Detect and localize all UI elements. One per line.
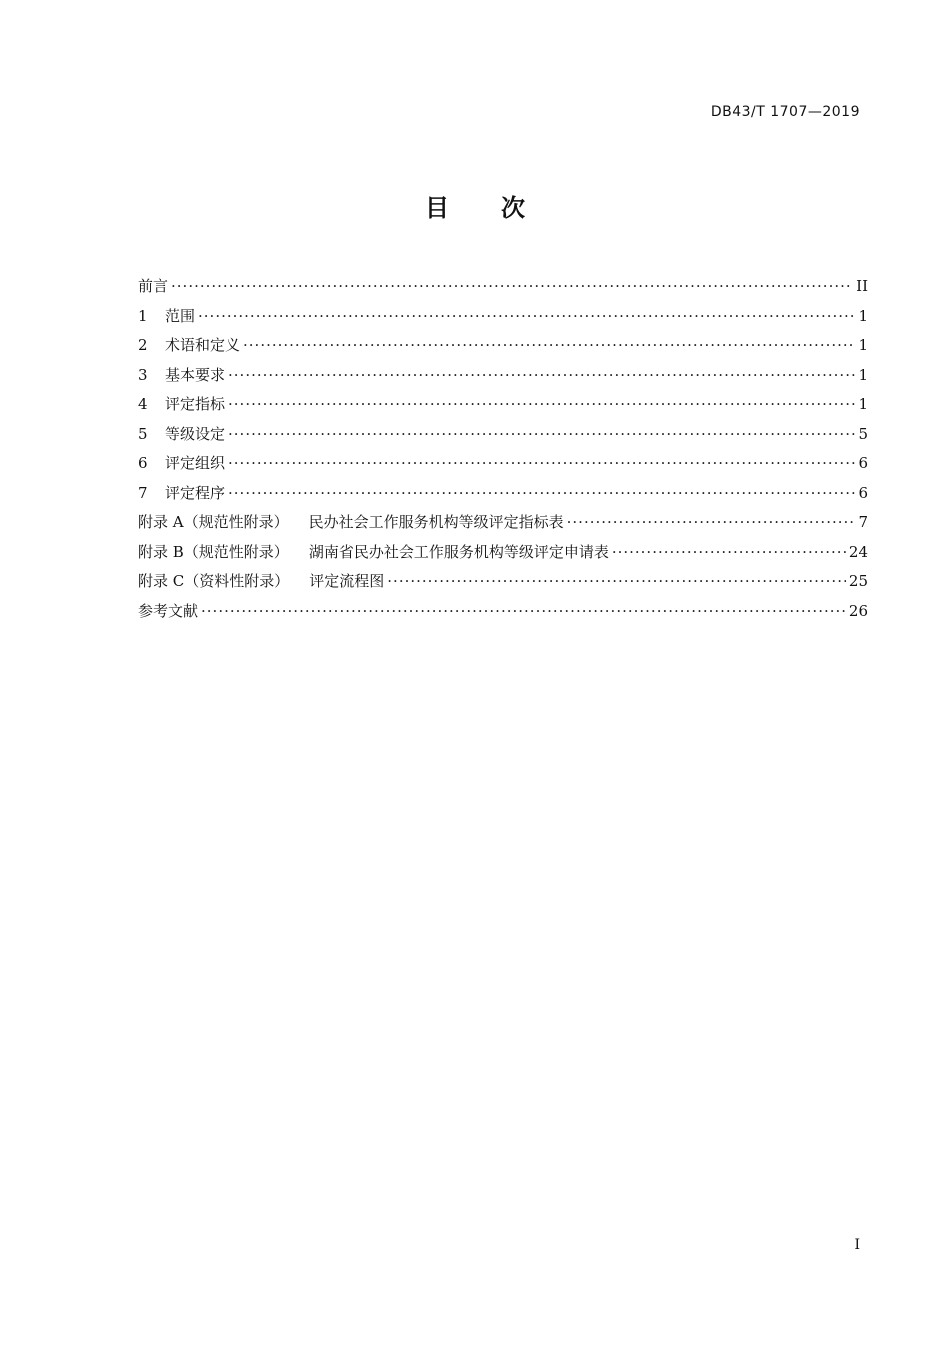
toc-entry-number: 5 xyxy=(138,424,148,443)
toc-entry-page: 1 xyxy=(858,395,868,413)
toc-entry-number: 3 xyxy=(138,365,148,384)
toc-entry-grade-setting[interactable] xyxy=(138,420,868,450)
toc-entry-label: 评定流程图 xyxy=(309,572,385,590)
toc-annex-id: 附录 C xyxy=(138,572,185,590)
toc-entry-scope[interactable] xyxy=(138,302,868,332)
toc-entry-annex-b[interactable] xyxy=(138,538,868,568)
toc-dot-leader xyxy=(198,302,855,332)
toc-entry-basic-requirements[interactable] xyxy=(138,361,868,391)
toc-dot-leader xyxy=(612,538,846,568)
toc-annex-type: （规范性附录） xyxy=(183,513,289,531)
toc-entry-page: 26 xyxy=(848,601,868,620)
toc-dot-leader xyxy=(228,449,855,479)
toc-entry-page: 6 xyxy=(858,454,868,472)
toc-entry-foreword[interactable] xyxy=(138,272,868,302)
toc-annex-id: 附录 A xyxy=(138,513,184,531)
toc-entry-annex-a[interactable] xyxy=(138,508,868,538)
toc-dot-leader xyxy=(387,567,846,597)
toc-entry-organization[interactable] xyxy=(138,449,868,479)
toc-dot-leader xyxy=(228,390,855,420)
toc-dot-leader xyxy=(171,272,853,302)
toc-entry-label: 等级设定 xyxy=(165,424,226,443)
toc-entry-number: 7 xyxy=(138,483,148,502)
toc-entry-page: 5 xyxy=(858,424,868,443)
toc-entry-page: 7 xyxy=(858,513,868,531)
toc-dot-leader xyxy=(201,597,846,627)
toc-entry-label: 前言 xyxy=(138,277,169,295)
toc-dot-leader xyxy=(228,420,855,450)
toc-entry-indicators[interactable] xyxy=(138,390,868,420)
toc-entry-label: 范围 xyxy=(165,306,196,325)
table-of-contents xyxy=(138,272,868,626)
toc-entry-page: 1 xyxy=(858,336,868,354)
toc-dot-leader xyxy=(567,508,855,538)
toc-entry-number: 1 xyxy=(138,306,148,325)
toc-annex-type: （资料性附录） xyxy=(184,572,290,590)
toc-entry-page: 6 xyxy=(858,483,868,502)
toc-entry-page: II xyxy=(856,277,868,295)
toc-annex-id: 附录 B xyxy=(138,542,184,561)
toc-title-char-2: 次 xyxy=(501,194,525,222)
toc-entry-number: 2 xyxy=(138,336,148,354)
toc-entry-label: 评定组织 xyxy=(165,454,226,472)
toc-title-char-1: 目 xyxy=(425,194,449,222)
toc-entry-terms[interactable] xyxy=(138,331,868,361)
toc-entry-page: 24 xyxy=(848,542,868,561)
toc-entry-label: 基本要求 xyxy=(165,365,226,384)
toc-entry-number: 4 xyxy=(138,395,148,413)
toc-entry-label: 评定指标 xyxy=(165,395,226,413)
toc-dot-leader xyxy=(228,361,855,391)
toc-title xyxy=(0,188,950,223)
toc-entry-label: 参考文献 xyxy=(138,601,199,620)
toc-entry-number: 6 xyxy=(138,454,148,472)
toc-annex-type: （规范性附录） xyxy=(183,542,289,561)
standard-code: DB43/T 1707—2019 xyxy=(710,104,860,120)
toc-entry-label: 民办社会工作服务机构等级评定指标表 xyxy=(308,513,564,531)
page-number: I xyxy=(854,1237,860,1253)
toc-entry-label: 湖南省民办社会工作服务机构等级评定申请表 xyxy=(308,542,609,561)
toc-entry-page: 1 xyxy=(858,306,868,325)
toc-entry-page: 1 xyxy=(858,365,868,384)
toc-entry-label: 术语和定义 xyxy=(165,336,241,354)
toc-entry-procedure[interactable] xyxy=(138,479,868,509)
toc-dot-leader xyxy=(228,479,855,509)
toc-dot-leader xyxy=(243,331,855,361)
toc-entry-label: 评定程序 xyxy=(165,483,226,502)
toc-entry-annex-c[interactable] xyxy=(138,567,868,597)
toc-entry-references[interactable] xyxy=(138,597,868,627)
toc-entry-page: 25 xyxy=(848,572,868,590)
